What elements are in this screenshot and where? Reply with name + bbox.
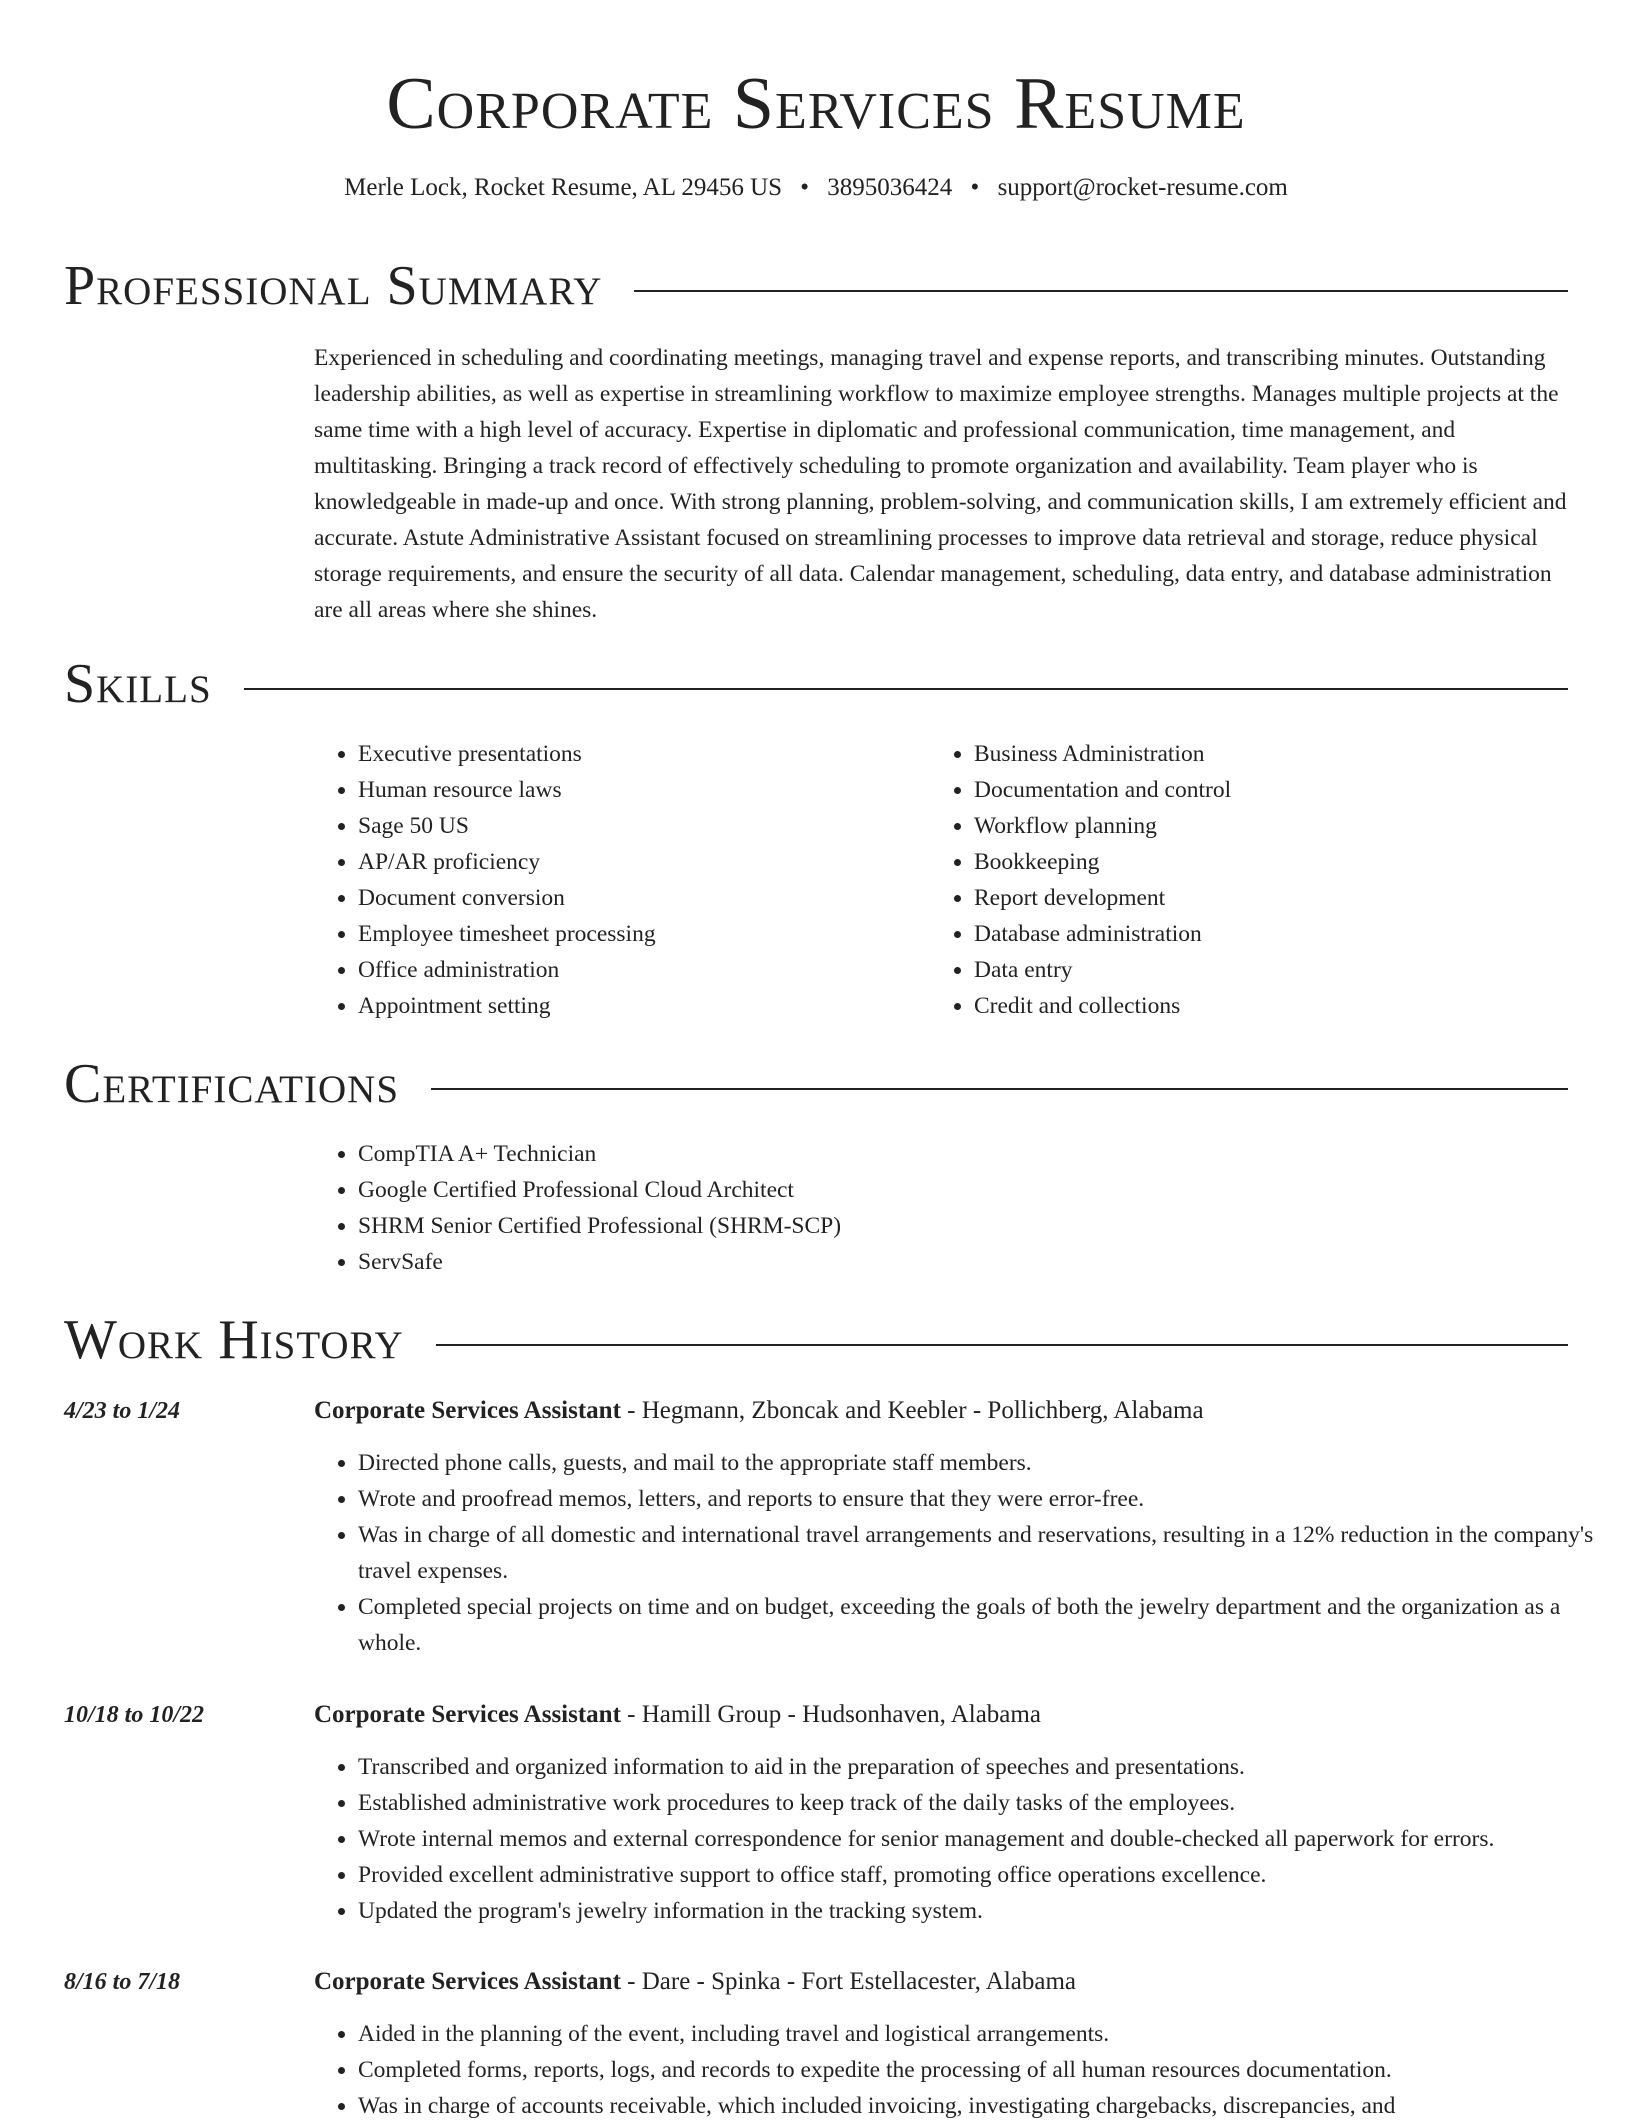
job-bullets	[314, 2016, 1618, 2124]
skill-item: • Document conversion	[358, 880, 958, 916]
job-dates: 4/23 to 1/24	[64, 1398, 181, 1424]
skill-item: • Office administration	[358, 952, 958, 988]
job-bullet: • Updated the program's jewelry information in the tracking system.	[358, 1893, 1618, 1929]
section-divider	[634, 290, 1568, 292]
skill-item: • Documentation and control	[974, 772, 1574, 808]
summary-section-header	[64, 255, 1568, 317]
certification-item: • Google Certified Professional Cloud Architect	[358, 1172, 1558, 1208]
contact-address: Merle Lock, Rocket Resume, AL 29456 US	[344, 174, 783, 201]
skill-item: • Credit and collections	[974, 988, 1574, 1024]
certifications-list	[314, 1136, 1558, 1280]
contact-separator: •	[970, 174, 980, 201]
job-bullets	[314, 1749, 1618, 1929]
skills-list-right	[930, 736, 1574, 1024]
section-divider	[436, 1344, 1568, 1346]
job-dates: 10/18 to 10/22	[64, 1702, 205, 1728]
section-divider	[244, 688, 1568, 690]
skills-section-header	[64, 653, 1568, 715]
skill-item: • AP/AR proficiency	[358, 844, 958, 880]
job-header	[314, 1393, 1204, 1429]
skill-item: • Sage 50 US	[358, 808, 958, 844]
job-bullet: • Was in charge of accounts receivable, which included invoicing, investigating chargebacks, discrepancies, and	[358, 2088, 1618, 2124]
certifications-section-header	[64, 1053, 1568, 1115]
work-history-heading: Work History	[64, 1309, 404, 1371]
job-title: Corporate Services Assistant	[314, 1701, 621, 1728]
job-bullet: • Directed phone calls, guests, and mail to the appropriate staff members.	[358, 1445, 1618, 1481]
skill-item: • Workflow planning	[974, 808, 1574, 844]
skill-item: • Employee timesheet processing	[358, 916, 958, 952]
skill-item: • Data entry	[974, 952, 1574, 988]
summary-text: Experienced in scheduling and coordinating meetings, managing travel and expense reports, and transcribing minutes. Outstanding leadership abilities, as well as expertise in streamlining workflow to maximize employee strengths. Manages multiple projects at the same time with a high level of accuracy. Expertise in diplomatic and professional communication, time management, and multitasking. Bringing a track record of effectively scheduling to promote organization and availability. Team player who is knowledgeable in made-up and once. With strong planning, problem-solving, and communication skills, I am extremely efficient and accurate. Astute Administrative Assistant focused on streamlining processes to improve data retrieval and storage, reduce physical storage requirements, and ensure the security of all data. Calendar management, scheduling, data entry, and database administration are all areas where she shines.	[314, 345, 1567, 623]
job-bullet: • Completed forms, reports, logs, and records to expedite the processing of all human resources documentation.	[358, 2052, 1618, 2088]
job-bullet: • Provided excellent administrative support to office staff, promoting office operations excellence.	[358, 1857, 1618, 1893]
job-company-location: - Hegmann, Zboncak and Keebler - Pollichberg, Alabama	[620, 1397, 1204, 1424]
job-bullet: • Wrote and proofread memos, letters, and reports to ensure that they were error-free.	[358, 1481, 1618, 1517]
job-header	[314, 1964, 1076, 2000]
skills-list-left	[314, 736, 958, 1024]
skills-heading: Skills	[64, 653, 212, 715]
job-company-location: - Dare - Spinka - Fort Estellacester, Alabama	[620, 1968, 1076, 1995]
skill-item: • Bookkeeping	[974, 844, 1574, 880]
job-header	[314, 1697, 1041, 1733]
resume-title: Corporate Services Resume	[386, 63, 1246, 145]
contact-phone: 3895036424	[827, 174, 953, 201]
summary-heading: Professional Summary	[64, 255, 603, 317]
contact-email: support@rocket-resume.com	[997, 174, 1288, 201]
skill-item: • Human resource laws	[358, 772, 958, 808]
certification-item: • ServSafe	[358, 1244, 1558, 1280]
certification-item: • SHRM Senior Certified Professional (SHRM-SCP)	[358, 1208, 1558, 1244]
contact-line	[0, 174, 1632, 202]
contact-separator: •	[800, 174, 810, 201]
job-company-location: - Hamill Group - Hudsonhaven, Alabama	[620, 1701, 1041, 1728]
job-bullet: • Wrote internal memos and external correspondence for senior management and double-checked all paperwork for errors.	[358, 1821, 1618, 1857]
job-bullet: • Transcribed and organized information to aid in the preparation of speeches and presentations.	[358, 1749, 1618, 1785]
job-bullets	[314, 1445, 1618, 1661]
job-bullet: • Completed special projects on time and on budget, exceeding the goals of both the jewelry department and the organization as a whole.	[358, 1589, 1618, 1661]
skill-item: • Business Administration	[974, 736, 1574, 772]
skill-item: • Report development	[974, 880, 1574, 916]
skill-item: • Executive presentations	[358, 736, 958, 772]
job-bullet: • Established administrative work procedures to keep track of the daily tasks of the employees.	[358, 1785, 1618, 1821]
job-title: Corporate Services Assistant	[314, 1397, 621, 1424]
job-bullet: • Was in charge of all domestic and international travel arrangements and reservations, resulting in a 12% reduction in the company's travel expenses.	[358, 1517, 1618, 1589]
work-history-section-header	[64, 1309, 1568, 1371]
job-dates: 8/16 to 7/18	[64, 1969, 181, 1995]
certification-item: • CompTIA A+ Technician	[358, 1136, 1558, 1172]
section-divider	[431, 1088, 1568, 1090]
skill-item: • Appointment setting	[358, 988, 958, 1024]
skill-item: • Database administration	[974, 916, 1574, 952]
certifications-heading: Certifications	[64, 1053, 400, 1115]
job-title: Corporate Services Assistant	[314, 1968, 621, 1995]
job-bullet: • Aided in the planning of the event, including travel and logistical arrangements.	[358, 2016, 1618, 2052]
